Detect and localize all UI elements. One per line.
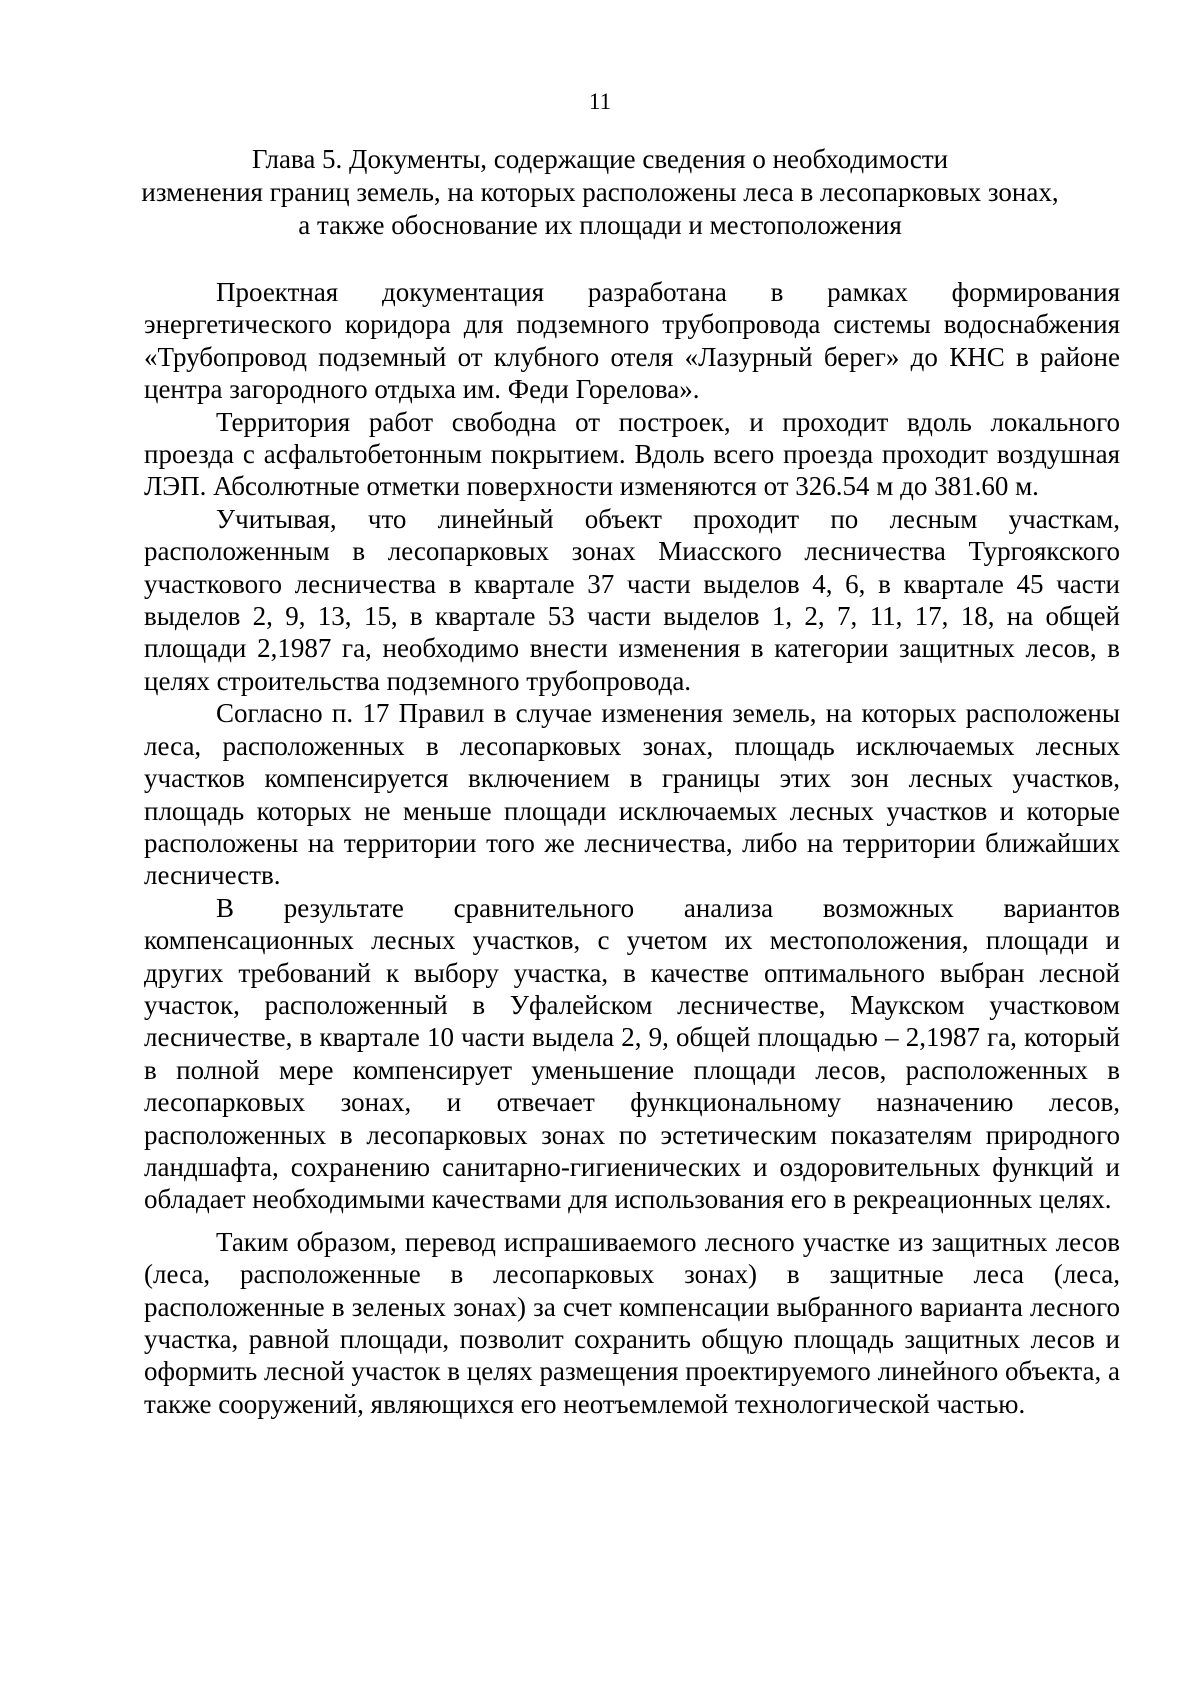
chapter-title-line-1: Глава 5. Документы, содержащие сведения о необходимости <box>251 144 949 174</box>
paragraph-territory: Территория работ свободна от построек, и проходит вдоль локального проезда с асфальтобетонным покрытием. Вдоль всего проезда проходит воздушная ЛЭП. Абсолютные отметки поверхности изменяются от 326.54 м до 381.60 м. <box>144 406 1120 502</box>
paragraph-linear-object: Учитывая, что линейный объект проходит по лесным участкам, расположенным в лесопарковых зонах Миасского лесничества Тургоякского участкового лесничества в квартале 37 части выделов 4, 6, в квартале 45 части выделов 2, 9, 13, 15, в квартале 53 части выделов 1, 2, 7, 11, 17, 18, на общей площади 2,1987 га, необходимо внести изменения в категории защитных лесов, в целях строительства подземного трубопровода. <box>144 503 1120 696</box>
chapter-title <box>100 143 1100 242</box>
paragraph-project-documentation: Проектная документация разработана в рамках формирования энергетического коридора для подземного трубопровода системы водоснабжения «Трубопровод подземный от клубного отеля «Лазурный берег» до КНС в районе центра загородного отдыха им. Феди Горелова». <box>144 277 1120 405</box>
paragraph-rules-clause-17: Согласно п. 17 Правил в случае изменения земель, на которых расположены леса, расположенных в лесопарковых зонах, площадь исключаемых лесных участков компенсируется включением в границы этих зон лесных участков, площадь которых не меньше площади исключаемых лесных участков и которые расположены на территории того же лесничества, либо на территории ближайших лесничеств. <box>144 698 1120 891</box>
body-text <box>144 276 1120 1420</box>
chapter-title-line-2: изменения границ земель, на которых расположены леса в лесопарковых зонах, <box>141 177 1059 207</box>
page-number: 11 <box>588 89 612 114</box>
paragraph-conclusion: Таким образом, перевод испрашиваемого лесного участке из защитных лесов (леса, расположенные в лесопарковых зонах) в защитные леса (леса, расположенные в зеленых зонах) за счет компенсации выбранного варианта лесного участка, равной площади, позволит сохранить общую площадь защитных лесов и оформить лесной участок в целях размещения проектируемого линейного объекта, а также сооружений, являющихся его неотъемлемой технологической частью. <box>144 1226 1120 1419</box>
chapter-title-line-3: а также обоснование их площади и местоположения <box>298 210 902 240</box>
paragraph-comparative-analysis: В результате сравнительного анализа возможных вариантов компенсационных лесных участков, с учетом их местоположения, площади и других требований к выбору участка, в качестве оптимального выбран лесной участок, расположенный в Уфалейском лесничестве, Маукском участковом лесничестве, в квартале 10 части выдела 2, 9, общей площадью – 2,1987 га, который в полной мере компенсирует уменьшение площади лесов, расположенных в лесопарковых зонах, и отвечает функциональному назначению лесов, расположенных в лесопарковых зонах по эстетическим показателям природного ландшафта, сохранению санитарно-гигиенических и оздоровительных функций и обладает необходимыми качествами для использования его в рекреационных целях. <box>144 892 1120 1215</box>
